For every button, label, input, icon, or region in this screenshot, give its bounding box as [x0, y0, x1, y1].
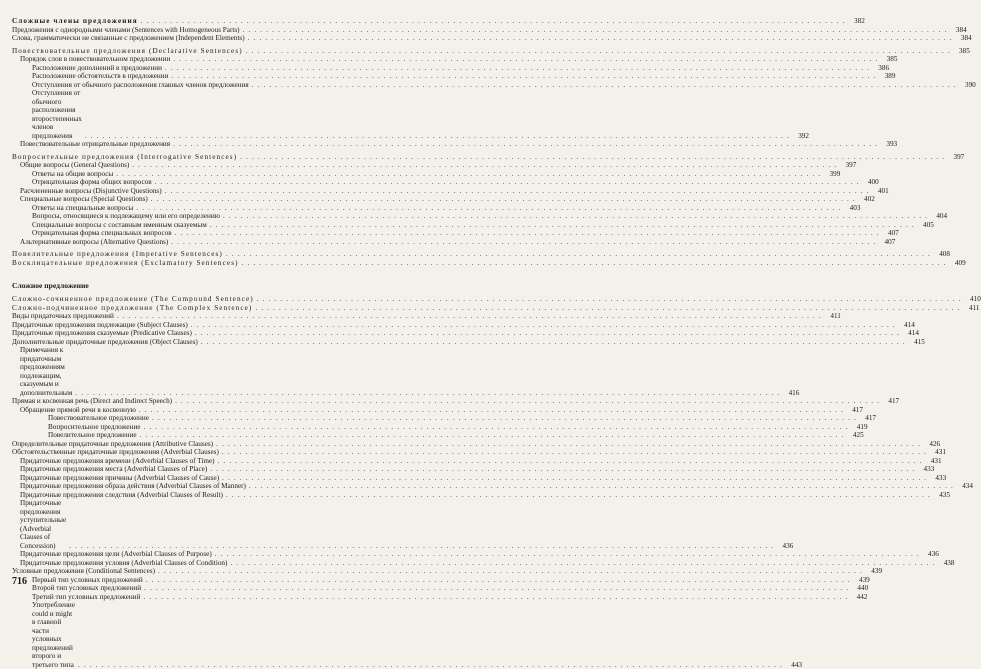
- toc-entry-title: Прямая и косвенная речь (Direct and Indirect Speech): [12, 397, 172, 406]
- toc-entry-title: Употребление could и might в главной части условных предложений второго и третьего типа: [32, 601, 75, 669]
- toc-entry[interactable]: [12, 170, 412, 179]
- leader-dots: [85, 132, 790, 141]
- toc-entry-title: Придаточные предложения образа действия (Adverbial Clauses of Manner): [20, 482, 246, 491]
- toc-entry-title: Первый тип условных предложений: [32, 576, 143, 585]
- leader-dots: [141, 17, 846, 26]
- toc-entry[interactable]: [12, 259, 412, 268]
- toc-entry-page: 415: [909, 338, 925, 347]
- toc-entry-page: 443: [786, 661, 802, 669]
- leader-dots: [246, 47, 951, 56]
- toc-entry-page: 433: [930, 474, 946, 483]
- toc-entry-title: Придаточные предложения причины (Adverbial Clauses of Cause): [20, 474, 219, 483]
- leader-dots: [165, 187, 870, 196]
- toc-entry-title: Вопросительные предложения (Interrogative Sentences): [12, 153, 237, 162]
- toc-entry-title: Виды придаточных предложений: [12, 312, 114, 321]
- toc-entry-title: Придаточные предложения условия (Adverbial Clauses of Condition): [20, 559, 227, 568]
- leader-dots: [222, 448, 927, 457]
- leader-dots: [151, 195, 856, 204]
- toc-entry-page: 399: [824, 170, 840, 179]
- toc-entry-page: 389: [879, 72, 895, 81]
- leader-dots: [136, 204, 841, 213]
- toc-entry-page: 385: [954, 47, 970, 56]
- toc-entry[interactable]: [12, 567, 412, 576]
- toc-entry[interactable]: [12, 89, 412, 140]
- toc-entry-page: 384: [956, 34, 972, 43]
- toc-entry-page: 410: [965, 295, 981, 304]
- toc-entry-title: Обращение прямой речи в косвенную: [20, 406, 136, 415]
- toc-entry[interactable]: [12, 195, 412, 204]
- toc-entry-page: 411: [825, 312, 841, 321]
- leader-dots: [257, 295, 962, 304]
- leader-dots: [78, 661, 783, 669]
- table-of-contents: [12, 17, 412, 669]
- leader-dots: [75, 389, 780, 398]
- toc-entry-page: 425: [848, 431, 864, 440]
- leader-dots: [139, 406, 844, 415]
- leader-dots: [175, 397, 880, 406]
- toc-entry[interactable]: [12, 34, 412, 43]
- toc-entry-page: 417: [847, 406, 863, 415]
- toc-entry-page: 386: [873, 64, 889, 73]
- toc-entry[interactable]: [12, 474, 412, 483]
- toc-entry[interactable]: [12, 329, 412, 338]
- leader-dots: [210, 465, 915, 474]
- toc-entry-page: 405: [918, 221, 934, 230]
- leader-dots: [222, 474, 927, 483]
- leader-dots: [140, 431, 845, 440]
- leader-dots: [171, 72, 876, 81]
- toc-entry-title: Предложения с однородными членами (Sentences with Homogeneous Parts): [12, 26, 240, 35]
- toc-entry-page: 442: [851, 593, 867, 602]
- leader-dots: [218, 457, 923, 466]
- toc-entry[interactable]: [12, 187, 412, 196]
- toc-entry[interactable]: [12, 559, 412, 568]
- toc-entry-title: Расположение дополнений в предложении: [32, 64, 162, 73]
- leader-dots: [116, 170, 821, 179]
- toc-entry-title: Отступления от обычного расположения главных членов предложения: [32, 81, 249, 90]
- toc-entry-page: 404: [931, 212, 947, 221]
- toc-entry-title: Ответы на общие вопросы: [32, 170, 113, 179]
- toc-entry-title: Третий тип условных предложений: [32, 593, 140, 602]
- toc-entry-title: Придаточные предложения подлежащие (Subject Clauses): [12, 321, 188, 330]
- toc-entry-page: 433: [918, 465, 934, 474]
- page-number: 716: [12, 576, 27, 587]
- leader-dots: [195, 329, 900, 338]
- leader-dots: [171, 238, 876, 247]
- leader-dots: [191, 321, 896, 330]
- toc-entry[interactable]: [12, 140, 412, 149]
- leader-dots: [158, 567, 863, 576]
- toc-entry[interactable]: [12, 576, 412, 585]
- leader-dots: [146, 576, 851, 585]
- toc-entry[interactable]: [12, 346, 412, 397]
- toc-entry-page: 417: [860, 414, 876, 423]
- toc-entry-title: Вопросительное предложение: [48, 423, 141, 432]
- spacer: [12, 267, 412, 281]
- toc-entry[interactable]: [12, 295, 412, 304]
- leader-dots: [152, 414, 857, 423]
- leader-dots: [226, 250, 931, 259]
- leader-dots: [242, 259, 947, 268]
- toc-entry-page: 402: [859, 195, 875, 204]
- toc-entry-title: Повествовательное предложение: [48, 414, 149, 423]
- toc-entry[interactable]: [12, 312, 412, 321]
- toc-entry-title: Специальные вопросы с составным именным сказуемым: [32, 221, 207, 230]
- toc-entry-title: Сложно-подчиненное предложение (The Complex Sentence): [12, 304, 252, 313]
- toc-entry-page: 382: [849, 17, 865, 26]
- leader-dots: [252, 81, 957, 90]
- leader-dots: [143, 593, 848, 602]
- toc-entry-title: Восклицательные предложения (Exclamatory Sentences): [12, 259, 239, 268]
- leader-dots: [226, 491, 931, 500]
- leader-dots: [240, 153, 945, 162]
- toc-entry-page: 400: [863, 178, 879, 187]
- toc-entry[interactable]: [12, 72, 412, 81]
- toc-entry-title: Повествовательные предложения (Declarative Sentences): [12, 47, 243, 56]
- toc-entry[interactable]: [12, 250, 412, 259]
- toc-entry-title: Повелительные предложения (Imperative Sentences): [12, 250, 223, 259]
- toc-entry[interactable]: [12, 414, 412, 423]
- toc-entry-title: Примечания к придаточным предложениям подлежащим, сказуемым и дополнительным: [20, 346, 72, 397]
- toc-entry[interactable]: [12, 499, 412, 550]
- toc-entry-page: 390: [960, 81, 976, 90]
- toc-entry-title: Повествовательные отрицательные предложения: [20, 140, 170, 149]
- leader-dots: [173, 140, 878, 149]
- toc-entry-page: 436: [777, 542, 793, 551]
- leader-dots: [165, 64, 870, 73]
- toc-entry-page: 435: [934, 491, 950, 500]
- toc-entry[interactable]: [12, 423, 412, 432]
- toc-entry-title: Сложные члены предложения: [12, 17, 138, 26]
- toc-entry-title: Определительные придаточные предложения (Attributive Clauses): [12, 440, 213, 449]
- toc-entry-page: 403: [844, 204, 860, 213]
- toc-entry-page: 439: [866, 567, 882, 576]
- leader-dots: [173, 55, 878, 64]
- toc-entry-page: 408: [934, 250, 950, 259]
- toc-entry-title: Порядок слов в повествовательном предложении: [20, 55, 170, 64]
- toc-entry-page: 439: [854, 576, 870, 585]
- toc-entry-page: 416: [783, 389, 799, 398]
- toc-entry-title: Слова, грамматически не связанные с предложением (Independent Elements): [12, 34, 245, 43]
- toc-entry[interactable]: [12, 204, 412, 213]
- toc-entry[interactable]: [12, 221, 412, 230]
- toc-entry[interactable]: [12, 81, 412, 90]
- toc-entry[interactable]: [12, 491, 412, 500]
- toc-entry[interactable]: [12, 17, 412, 26]
- toc-entry-page: 414: [903, 329, 919, 338]
- toc-entry-title: Вопросы, относящиеся к подлежащему или его определению: [32, 212, 220, 221]
- toc-entry-page: 401: [873, 187, 889, 196]
- toc-entry-page: 438: [938, 559, 954, 568]
- toc-entry-page: 407: [879, 238, 895, 247]
- toc-entry[interactable]: [12, 304, 412, 313]
- toc-entry-page: 397: [948, 153, 964, 162]
- leader-dots: [69, 542, 774, 551]
- toc-entry-title: Отрицательная форма специальных вопросов: [32, 229, 172, 238]
- toc-entry[interactable]: [12, 550, 412, 559]
- toc-entry[interactable]: [12, 238, 412, 247]
- toc-entry-title: Придаточные предложения уступительные (Adverbial Clauses of Concession): [20, 499, 66, 550]
- toc-entry-page: 409: [950, 259, 966, 268]
- toc-entry[interactable]: [12, 47, 412, 56]
- toc-entry-page: 419: [852, 423, 868, 432]
- toc-entry[interactable]: [12, 457, 412, 466]
- toc-entry-page: 393: [881, 140, 897, 149]
- toc-entry-title: Специальные вопросы (Special Questions): [20, 195, 148, 204]
- leader-dots: [230, 559, 935, 568]
- toc-entry-title: Придаточные предложения цели (Adverbial Clauses of Purpose): [20, 550, 212, 559]
- toc-entry[interactable]: [12, 448, 412, 457]
- toc-entry-page: 431: [926, 457, 942, 466]
- leader-dots: [223, 212, 928, 221]
- toc-entry-page: 414: [899, 321, 915, 330]
- leader-dots: [215, 550, 920, 559]
- leader-dots: [255, 304, 960, 313]
- toc-entry[interactable]: [12, 584, 412, 593]
- toc-entry-page: 392: [793, 132, 809, 141]
- toc-entry-title: Сложно-сочиненное предложение (The Compound Sentence): [12, 295, 254, 304]
- toc-entry-title: Придаточные предложения места (Adverbial Clauses of Place): [20, 465, 207, 474]
- toc-entry[interactable]: [12, 178, 412, 187]
- toc-entry[interactable]: [12, 161, 412, 170]
- leader-dots: [117, 312, 822, 321]
- toc-entry-page: 411: [964, 304, 980, 313]
- toc-entry-title: Обстоятельственные придаточные предложения (Adverbial Clauses): [12, 448, 219, 457]
- toc-entry-title: Ответы на специальные вопросы: [32, 204, 133, 213]
- toc-entry-page: 436: [923, 550, 939, 559]
- leader-dots: [248, 34, 953, 43]
- toc-entry-title: Повелительное предложение: [48, 431, 137, 440]
- leader-dots: [132, 161, 837, 170]
- toc-entry-page: 417: [883, 397, 899, 406]
- toc-entry-title: Альтернативные вопросы (Alternative Questions): [20, 238, 168, 247]
- toc-entry[interactable]: [12, 440, 412, 449]
- leader-dots: [243, 26, 948, 35]
- toc-entry-page: 397: [840, 161, 856, 170]
- toc-entry[interactable]: [12, 397, 412, 406]
- toc-entry[interactable]: [12, 321, 412, 330]
- toc-entry[interactable]: [12, 55, 412, 64]
- toc-entry-page: 384: [951, 26, 967, 35]
- toc-entry[interactable]: [12, 482, 412, 491]
- toc-entry-title: Придаточные предложения следствия (Adverbial Clauses of Result): [20, 491, 223, 500]
- section-heading: Сложное предложение: [12, 281, 412, 291]
- toc-entry[interactable]: [12, 229, 412, 238]
- toc-entry[interactable]: [12, 153, 412, 162]
- toc-entry[interactable]: [12, 338, 412, 347]
- toc-entry-page: 407: [883, 229, 899, 238]
- toc-entry-page: 385: [881, 55, 897, 64]
- leader-dots: [216, 440, 921, 449]
- leader-dots: [201, 338, 906, 347]
- toc-entry[interactable]: [12, 465, 412, 474]
- leader-dots: [144, 584, 849, 593]
- toc-entry-title: Второй тип условных предложений: [32, 584, 141, 593]
- toc-entry[interactable]: [12, 26, 412, 35]
- toc-entry[interactable]: [12, 212, 412, 221]
- toc-entry-page: 440: [852, 584, 868, 593]
- toc-entry[interactable]: [12, 431, 412, 440]
- toc-entry-page: 426: [924, 440, 940, 449]
- toc-entry-title: Общие вопросы (General Questions): [20, 161, 129, 170]
- toc-entry-page: 434: [957, 482, 973, 491]
- toc-entry-page: 431: [930, 448, 946, 457]
- toc-entry-title: Условные предложения (Conditional Sentences): [12, 567, 155, 576]
- leader-dots: [249, 482, 954, 491]
- toc-entry-title: Дополнительные придаточные предложения (Object Clauses): [12, 338, 198, 347]
- toc-entry[interactable]: [12, 593, 412, 602]
- toc-entry-title: Расчлененные вопросы (Disjunctive Questions): [20, 187, 162, 196]
- leader-dots: [175, 229, 880, 238]
- leader-dots: [155, 178, 860, 187]
- toc-entry[interactable]: [12, 64, 412, 73]
- toc-entry[interactable]: [12, 601, 412, 669]
- toc-entry-title: Расположение обстоятельств в предложении: [32, 72, 168, 81]
- toc-entry-title: Придаточные предложения времени (Adverbial Clauses of Time): [20, 457, 215, 466]
- toc-page: [0, 0, 424, 597]
- toc-entry-title: Отступления от обычного расположения второстепенных членов предложения: [32, 89, 82, 140]
- leader-dots: [144, 423, 849, 432]
- toc-entry-title: Отрицательная форма общих вопросов: [32, 178, 152, 187]
- toc-entry[interactable]: [12, 406, 412, 415]
- toc-entry-title: Придаточные предложения сказуемые (Predicative Clauses): [12, 329, 192, 338]
- leader-dots: [210, 221, 915, 230]
